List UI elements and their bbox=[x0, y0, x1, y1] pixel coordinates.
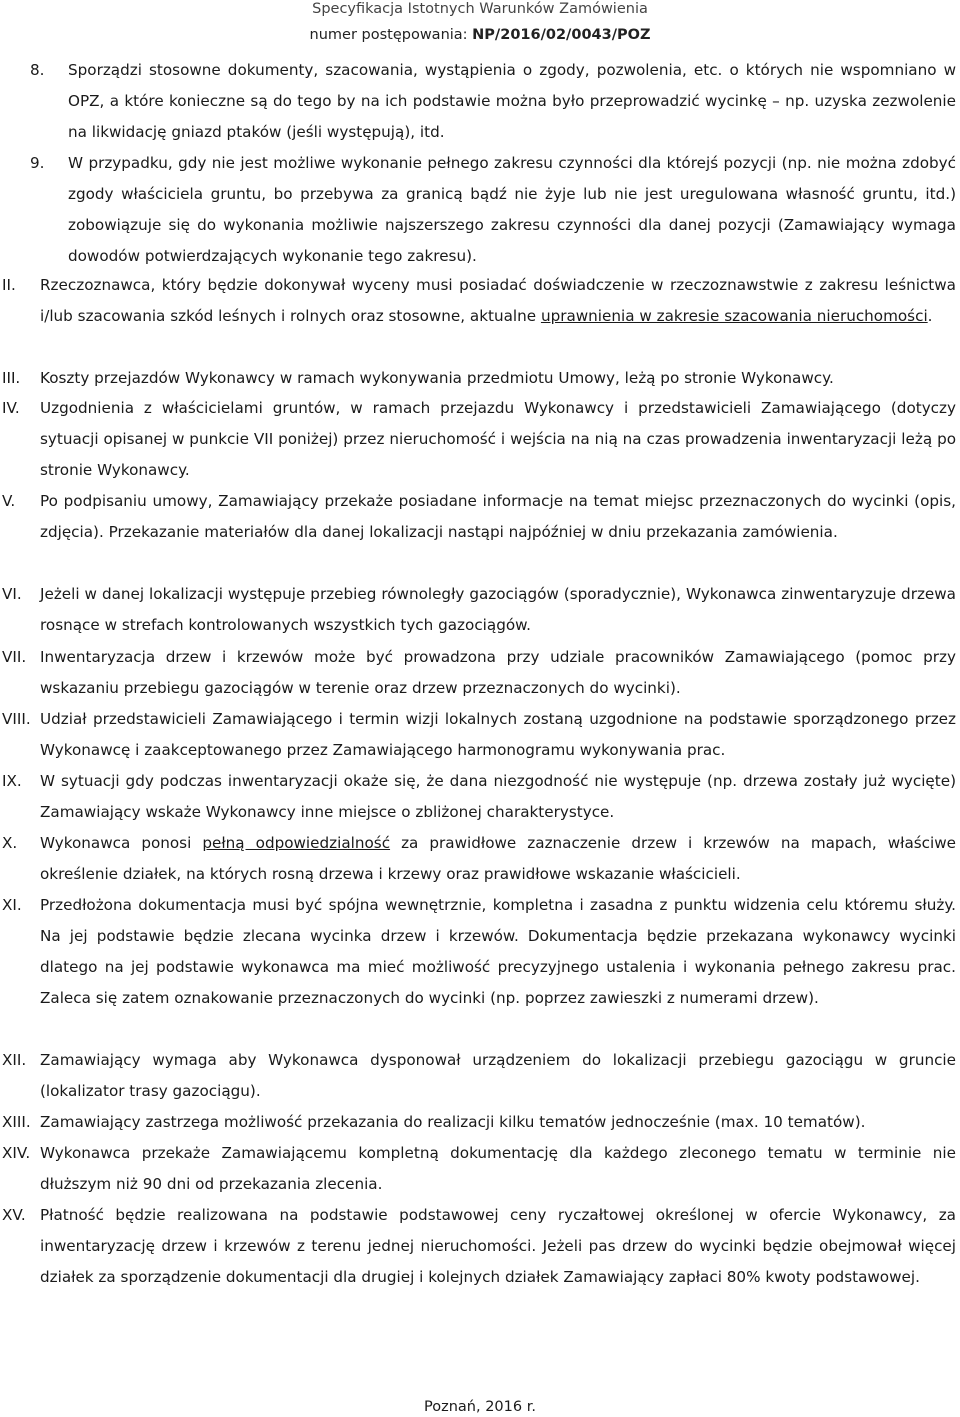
text-part: za prawidłowe zaznaczenie drzew i krzewów na mapach, właściwe określenie działek, na których rosną drzewa i krzewy oraz prawidłowe wskazanie właścicieli. bbox=[40, 834, 957, 883]
list-item-9 bbox=[30, 148, 956, 272]
list-item-number: II. bbox=[2, 276, 16, 294]
text-part: Wykonawca ponosi bbox=[40, 834, 203, 852]
underlined-text: uprawnienia w zakresie szacowania nieruchomości bbox=[540, 307, 928, 325]
list-item-number: V. bbox=[2, 492, 16, 510]
list-item-text: Płatność będzie realizowana na podstawie podstawowej ceny ryczałtowej określonej w ofercie Wykonawcy, za inwentaryzację drzew i krzewów z terenu jednej nieruchomości. Jeżeli pas drzew do wycinki będzie obejmował więcej działek za sporządzenie dokumentacji dla drugiej i kolejnych działek Zamawiający zapłaci 80% kwoty podstawowej. bbox=[40, 1206, 956, 1286]
list-item-text: Przedłożona dokumentacja musi być spójna wewnętrznie, kompletna i zasadna z punktu widzenia celu któremu służy. Na jej podstawie będzie zlecana wycinka drzew i krzewów. Dokumentacja będzie przekazana wykonawcy wycinki dlatego na jej podstawie wykonawca ma mieć możliwość precyzyjnego ustalenia i wykonania pełnego zakresu prac. Zaleca się zatem oznakowanie przeznaczonych do wycinki (np. poprzez zawieszki z numerami drzew). bbox=[40, 896, 956, 1007]
list-item-number: 9. bbox=[30, 154, 45, 172]
list-item-text: Koszty przejazdów Wykonawcy w ramach wykonywania przedmiotu Umowy, leżą po stronie Wykonawcy. bbox=[40, 369, 834, 387]
list-item-8 bbox=[30, 55, 956, 148]
list-item-text bbox=[40, 828, 956, 890]
text-part: Rzeczoznawca, który będzie dokonywał wyceny musi posiadać doświadczenie w rzeczoznawstwie z zakresu leśnictwa i/lub szacowania szkód leśnych i rolnych oraz stosowne, aktualne bbox=[40, 276, 956, 325]
list-item-text: Inwentaryzacja drzew i krzewów może być prowadzona przy udziale pracowników Zamawiającego (pomoc przy wskazaniu przebiegu gazociągów w terenie oraz drzew przeznaczonych do wycinki). bbox=[40, 648, 956, 697]
list-item-text: W sytuacji gdy podczas inwentaryzacji okaże się, że dana niezgodność nie występuje (np. drzewa zostały już wycięte) Zamawiający wskaże Wykonawcy inne miejsce o zbliżonej charakterystyce. bbox=[40, 772, 956, 821]
list-item-number: XIII. bbox=[2, 1113, 31, 1131]
list-item-VI bbox=[2, 579, 956, 641]
case-number-prefix: numer postępowania: bbox=[309, 27, 473, 43]
list-item-VII bbox=[2, 642, 956, 704]
list-item-XV bbox=[2, 1200, 956, 1293]
case-number-value: NP/2016/02/0043/POZ bbox=[472, 27, 651, 43]
list-item-XII bbox=[2, 1045, 956, 1107]
list-item-number: X. bbox=[2, 834, 18, 852]
list-item-number: VIII. bbox=[2, 710, 31, 728]
list-item-number: VI. bbox=[2, 585, 22, 603]
list-item-III bbox=[2, 363, 956, 394]
footer-place-date: Poznań, 2016 r. bbox=[424, 1399, 536, 1415]
list-item-text: Udział przedstawicieli Zamawiającego i termin wizji lokalnych zostaną uzgodnione na podstawie sporządzonego przez Wykonawcę i zaakceptowanego przez Zamawiającego harmonogramu wykonywania prac. bbox=[40, 710, 956, 759]
list-item-text: Uzgodnienia z właścicielami gruntów, w ramach przejazdu Wykonawcy i przedstawicieli Zamawiającego (dotyczy sytuacji opisanej w punkcie VII poniżej) przez nieruchomość i wejścia na nią na czas prowadzenia inwentaryzacji leżą po stronie Wykonawcy. bbox=[40, 399, 956, 479]
list-item-number: 8. bbox=[30, 61, 45, 79]
list-item-text: Zamawiający zastrzega możliwość przekazania do realizacji kilku tematów jednocześnie (max. 10 tematów). bbox=[40, 1113, 866, 1131]
list-item-number: VII. bbox=[2, 648, 27, 666]
list-item-number: XII. bbox=[2, 1051, 27, 1069]
underlined-text: pełną odpowiedzialność bbox=[202, 834, 391, 852]
list-item-text: Jeżeli w danej lokalizacji występuje przebieg równoległy gazociągów (sporadycznie), Wykonawca zinwentaryzuje drzewa rosnące w strefach kontrolowanych wszystkich tych gazociągów. bbox=[40, 585, 956, 634]
list-item-II bbox=[2, 270, 956, 332]
list-item-V bbox=[2, 486, 956, 548]
list-item-text: Sporządzi stosowne dokumenty, szacowania, wystąpienia o zgody, pozwolenia, etc. o których nie wspomniano w OPZ, a które konieczne są do tego by na ich podstawie można było przeprowadzić wycinkę – np. uzyska zezwolenie na likwidację gniazd ptaków (jeśli występują), itd. bbox=[68, 61, 956, 141]
list-item-XI bbox=[2, 890, 956, 1014]
list-item-text: W przypadku, gdy nie jest możliwe wykonanie pełnego zakresu czynności dla którejś pozycji (np. nie można zdobyć zgody właściciela gruntu, bo przebywa za granicą bądź nie żyje lub nie jest uregulowana własność gruntu, itd.) zobowiązuje się do wykonania możliwie najszerszego zakresu czynności dla danej pozycji (Zamawiający wymaga dowodów potwierdzających wykonanie tego zakresu). bbox=[68, 154, 956, 265]
list-item-number: XI. bbox=[2, 896, 22, 914]
list-item-number: IV. bbox=[2, 399, 20, 417]
header-case-number bbox=[0, 26, 960, 44]
list-item-VIII bbox=[2, 704, 956, 766]
list-item-number: IX. bbox=[2, 772, 22, 790]
list-item-IX bbox=[2, 766, 956, 828]
list-item-XIV bbox=[2, 1138, 956, 1200]
list-item-text bbox=[40, 270, 956, 332]
list-item-text: Po podpisaniu umowy, Zamawiający przekaże posiadane informacje na temat miejsc przeznaczonych do wycinki (opis, zdjęcia). Przekazanie materiałów dla danej lokalizacji nastąpi najpóźniej w dniu przekazania zamówienia. bbox=[40, 492, 956, 541]
list-item-number: XV. bbox=[2, 1206, 26, 1224]
header-title: Specyfikacja Istotnych Warunków Zamówienia bbox=[312, 1, 648, 17]
list-item-IV bbox=[2, 393, 956, 486]
list-item-number: XIV. bbox=[2, 1144, 31, 1162]
list-item-text: Wykonawca przekaże Zamawiającemu kompletną dokumentację dla każdego zleconego tematu w terminie nie dłuższym niż 90 dni od przekazania zlecenia. bbox=[40, 1144, 956, 1193]
list-item-XIII bbox=[2, 1107, 956, 1138]
list-item-X bbox=[2, 828, 956, 890]
list-item-number: III. bbox=[2, 369, 21, 387]
list-item-text: Zamawiający wymaga aby Wykonawca dysponował urządzeniem do lokalizacji przebiegu gazociągu w gruncie (lokalizator trasy gazociągu). bbox=[40, 1051, 956, 1100]
text-part: . bbox=[927, 307, 933, 325]
